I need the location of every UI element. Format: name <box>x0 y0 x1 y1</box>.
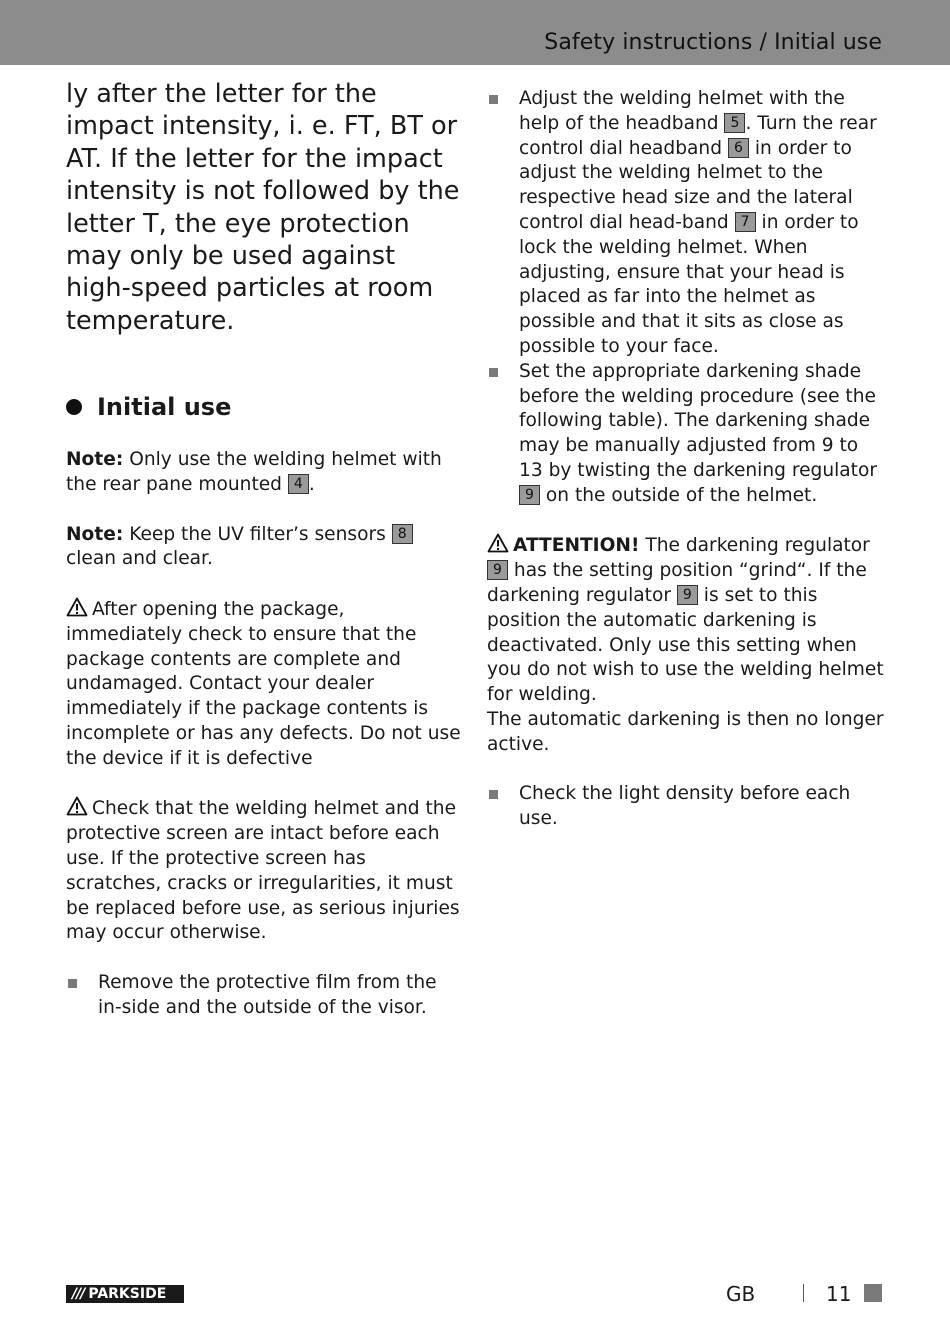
list-item-text: Remove the protective film from the in-side and the outside of the visor. <box>98 971 437 1018</box>
page-header-title: Safety instructions / Initial use <box>544 30 882 55</box>
attention-text: The darkening regulator <box>639 535 870 557</box>
section-heading <box>66 392 462 422</box>
left-bullet-list <box>66 971 462 1021</box>
list-item <box>66 971 462 1021</box>
note-text-end: . <box>308 474 315 496</box>
list-item-text: Adjust the welding helmet with the help of the headband <box>519 88 845 134</box>
part-number-badge: 9 <box>519 485 540 505</box>
part-number-badge: 5 <box>724 113 745 133</box>
warning-screen-check <box>66 796 462 946</box>
list-item-text: in order to lock the welding helmet. When adjusting, ensure that your head is placed as far into the helmet as possible and that it sits as close as possible to your face. <box>519 211 859 357</box>
warning-text: After opening the package, immediately check to ensure that the package contents are complete and undamaged. Contact your dealer immediately if the package contents is incomplete or has any defects. Do not use the device if it is defective <box>66 599 461 769</box>
list-item-text: . Turn the rear control dial headband <box>519 112 877 159</box>
page-number: 11 <box>826 1282 852 1306</box>
note-uv-sensors <box>66 523 462 573</box>
right-bullet-list-2 <box>487 782 887 832</box>
note-text: Keep the UV filter’s sensors <box>123 523 392 545</box>
square-bullet-icon <box>489 790 498 799</box>
part-number-badge: 6 <box>728 138 749 158</box>
attention-block <box>487 533 887 757</box>
bullet-dot-icon <box>66 399 82 415</box>
language-code: GB <box>726 1282 756 1306</box>
square-bullet-icon <box>68 979 77 988</box>
right-bullet-list <box>487 87 887 509</box>
list-item-text: on the outside of the helmet. <box>540 484 818 506</box>
part-number-badge: 9 <box>677 585 698 605</box>
footer-square-icon <box>864 1284 882 1302</box>
header-bar <box>0 0 950 65</box>
list-item-text: Check the light density before each use. <box>519 783 851 830</box>
list-item <box>487 360 887 509</box>
warning-package-check <box>66 597 462 772</box>
note-text: Only use the welding helmet with the rear pane mounted <box>66 449 442 496</box>
brand-logo <box>66 1285 184 1303</box>
square-bullet-icon <box>489 95 498 104</box>
square-bullet-icon <box>489 368 498 377</box>
list-item <box>487 782 887 832</box>
list-item <box>487 87 887 360</box>
warning-triangle-icon <box>66 796 88 816</box>
list-item-text: Set the appropriate darkening shade before the welding procedure (see the following table). The darkening shade may be manually adjusted from 9 to 13 by twisting the darkening regulator <box>519 360 877 481</box>
warning-text: Check that the welding helmet and the protective screen are intact before each use. If the protective screen has scratches, cracks or irregularities, it must be replaced before use, as serious injuries may occur otherwise. <box>66 798 460 944</box>
section-heading-text: Initial use <box>97 393 232 422</box>
warning-triangle-icon <box>66 597 88 617</box>
list-item-text: in order to adjust the welding helmet to the respective head size and the lateral control dial head-band <box>519 137 853 233</box>
note-text-end: clean and clear. <box>66 548 213 570</box>
attention-text: has the setting position “grind“. If the darkening regulator <box>487 560 867 606</box>
right-column <box>487 87 887 832</box>
part-number-badge: 9 <box>487 560 508 580</box>
attention-text: The automatic darkening is then no longer active. <box>487 708 884 755</box>
part-number-badge: 4 <box>288 474 309 494</box>
brand-slashes: /// <box>72 1286 85 1302</box>
footer-divider <box>803 1284 804 1302</box>
note-label: Note: <box>66 523 124 545</box>
part-number-badge: 7 <box>735 212 756 232</box>
note-label: Note: <box>66 449 124 471</box>
brand-name: PARKSIDE <box>88 1286 167 1302</box>
attention-text: is set to this position the automatic darkening is deactivated. Only use this setting when you do not wish to use the welding helmet for welding. <box>487 584 884 706</box>
part-number-badge: 8 <box>392 524 413 544</box>
intro-paragraph: ly after the letter for the impact intensity, i. e. FT, BT or AT. If the letter for the impact intensity is not followed by the letter T, the eye protection may only be used against high-speed particles at room temperature. <box>66 79 460 336</box>
attention-label: ATTENTION! <box>513 535 640 557</box>
warning-triangle-icon <box>487 533 509 553</box>
left-column <box>66 78 462 1021</box>
note-rear-pane <box>66 448 462 498</box>
